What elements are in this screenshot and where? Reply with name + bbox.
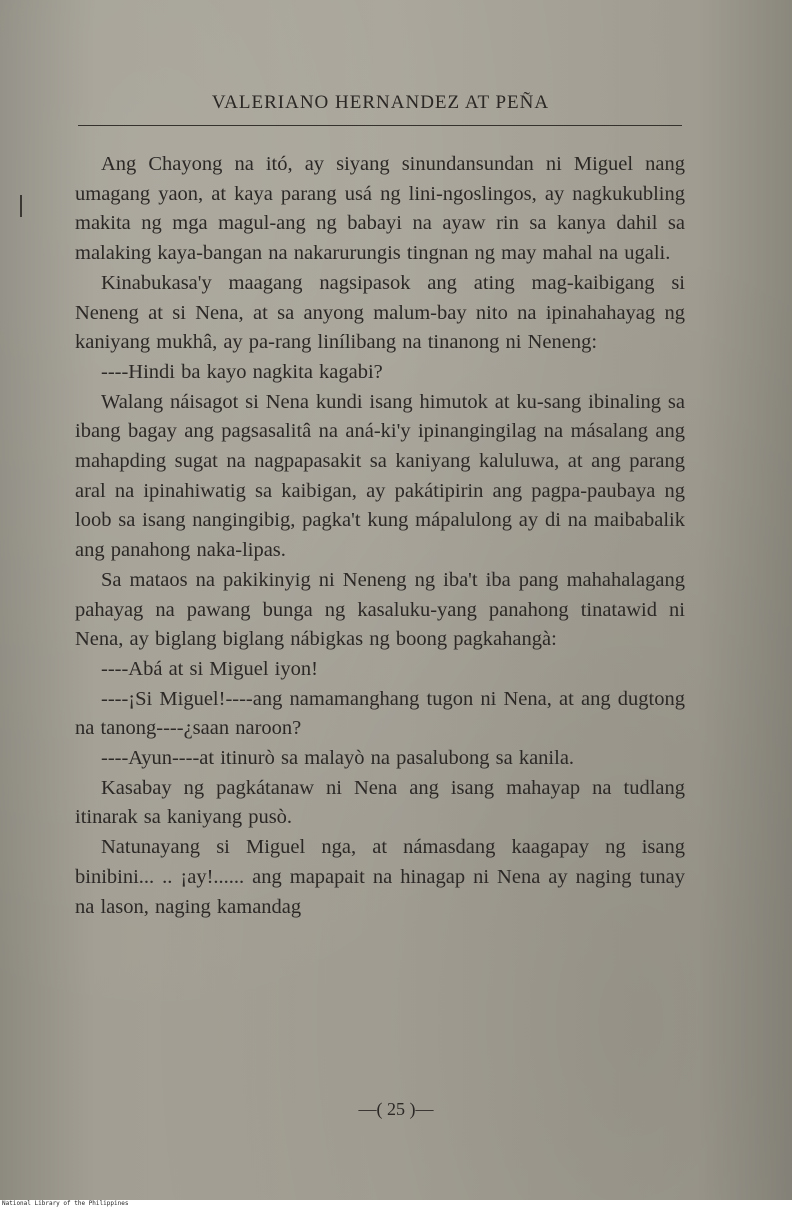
dialogue-line: ----Abá at si Miguel iyon! (101, 657, 318, 680)
footer-credit: National Library of the Philippines (2, 1200, 129, 1207)
paragraph: Kasabay ng pagkátanaw ni Nena ang isang mahayap na tudlang itinarak sa kaniyang pusò. (75, 776, 685, 829)
page-number: —( 25 )— (358, 1099, 434, 1119)
margin-mark (20, 195, 22, 217)
paragraph: Ang Chayong na itó, ay siyang sinundansundan ni Miguel nang umagang yaon, at kaya parang usá ng lini-ngoslingos, ay nagkukubling makita ng mga magul-ang ng babayi na ayaw rin sa kanya dahil sa malaking kaya-bangan na nakarurungis tingnan ng may mahal na ugali. (75, 153, 685, 265)
paragraph: Sa mataos na pakikinyig ni Neneng ng iba't iba pang mahahalagang pahayag na pawang bunga ng kasaluku-yang panahong tinatawid ni Nena, ay biglang biglang nábigkas ng boong pagkahangà: (75, 568, 685, 651)
body-text (75, 150, 685, 922)
paragraph: Natunayang si Miguel nga, at námasdang kaagapay ng isang binibini... .. ¡ay!...... ang mapapait na hinagap ni Nena ay naging tunay na lason, naging kamandag (75, 836, 685, 918)
head-rule (78, 125, 682, 126)
running-head: VALERIANO HERNANDEZ AT PEÑA (211, 92, 550, 113)
paragraph: Walang náisagot si Nena kundi isang himutok at ku-sang ibinaling sa ibang bagay ang pagsasalitâ na aná-ki'y ipinangingilag na másalang ang mahapding sugat na nagpapasakit sa kaniyang kaluluwa, at ang parang aral na ipinahiwatig sa kaibigan, ay pakátipirin ang pagpa-paubaya ng loob sa isang nangingibig, pagka't kung mápalulong ay di na maibabalik ang panahong naka-lipas. (75, 390, 685, 562)
dialogue-line: ----Hindi ba kayo nagkita kagabi? (101, 360, 383, 383)
paragraph: Kinabukasa'y maagang nagsipasok ang ating mag-kaibigang si Neneng at si Nena, at sa anyong malum-bay nito na ipinahahayag ng kaniyang mukhâ, ay pa-rang linílibang na tinanong ni Neneng: (75, 271, 685, 354)
dialogue-line: ----Ayun----at itinurò sa malayò na pasalubong sa kanila. (101, 747, 575, 770)
dialogue-line: ----¡Si Miguel!----ang namamanghang tugon ni Nena, at ang dugtong na tanong----¿saan naroon? (75, 687, 685, 740)
